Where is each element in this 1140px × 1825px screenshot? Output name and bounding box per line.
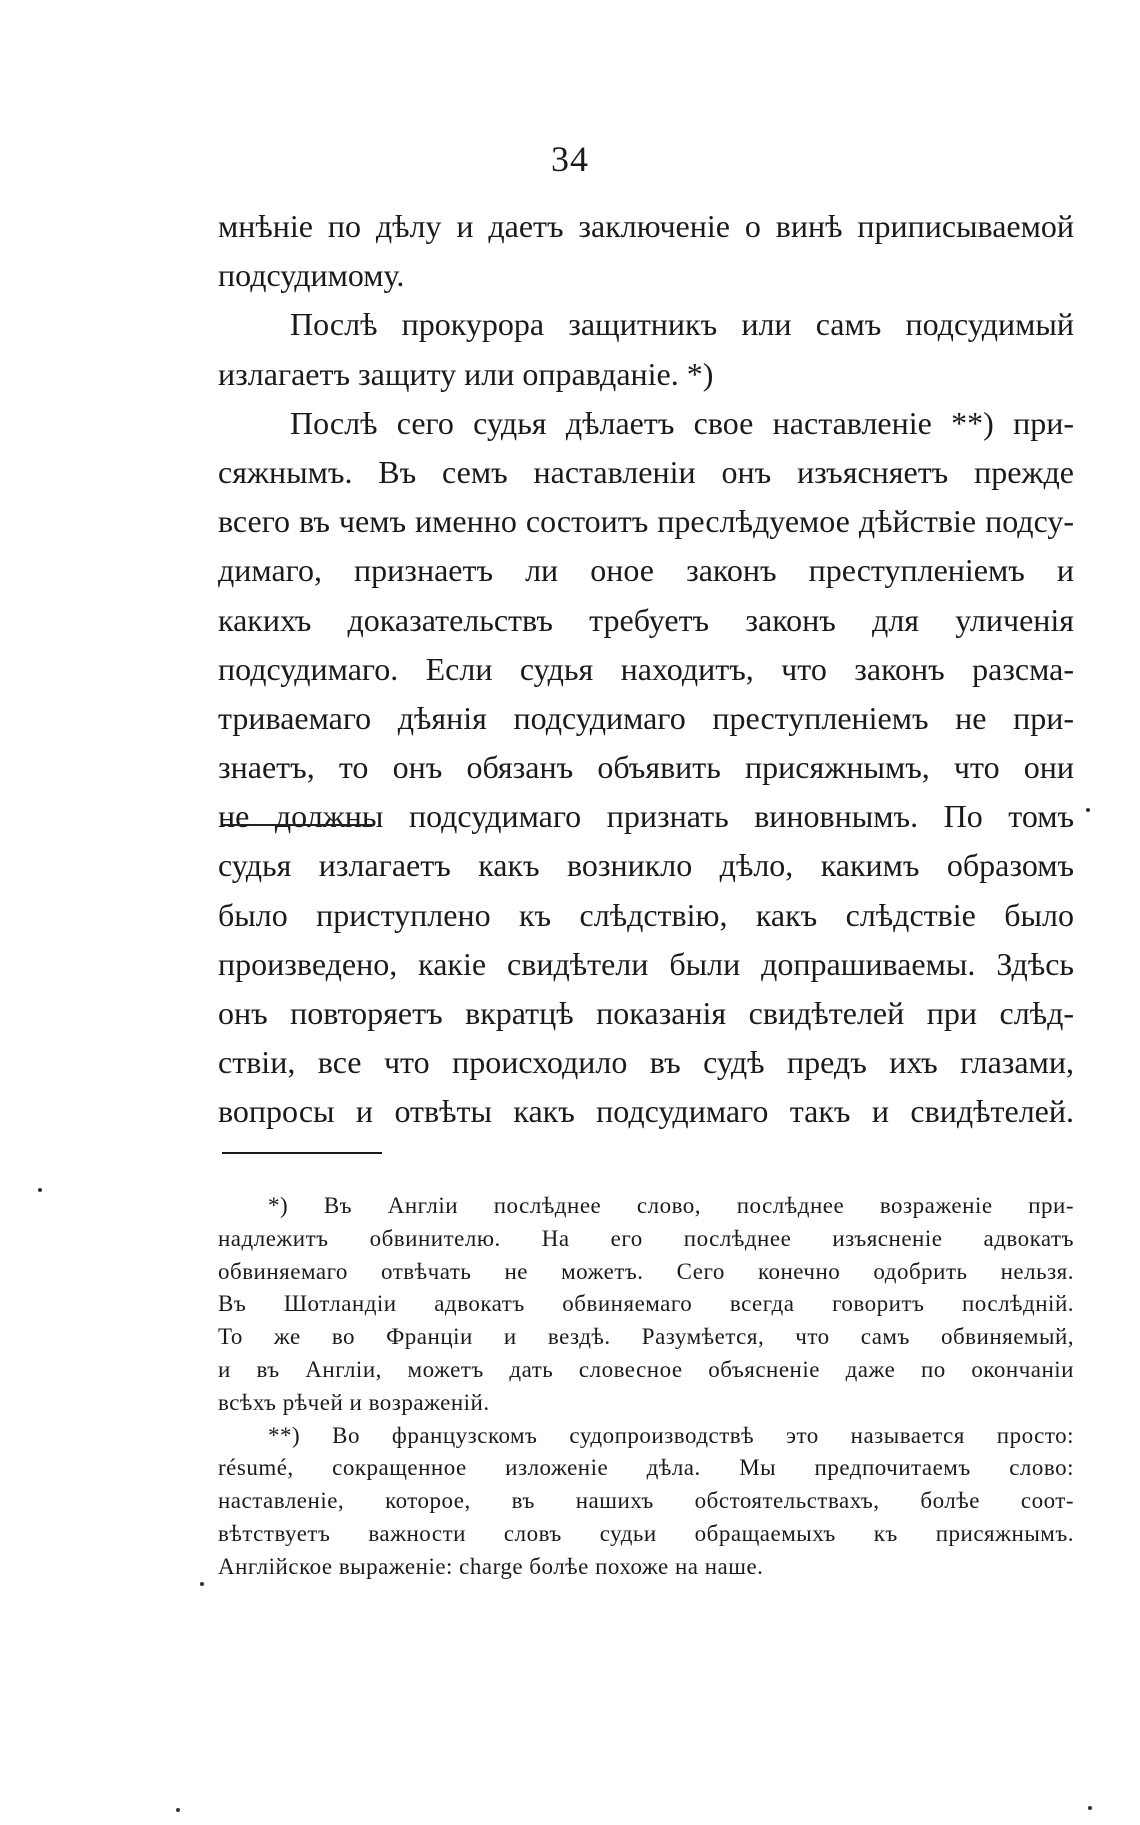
speck-mark [200, 1582, 204, 1586]
speck-mark [176, 1808, 180, 1812]
body-line: димаго, признаетъ ли оное законъ преступленіемъ и [218, 552, 1074, 589]
body-line: всего въ чемъ именно состоитъ преслѣдуемое дѣйствіе подсу- [218, 503, 1074, 540]
speck-mark [38, 1188, 42, 1192]
page-number: 34 [551, 139, 589, 179]
speck-mark [1088, 1806, 1092, 1810]
footnote-line: надлежитъ обвинителю. На его послѣднее изъясненіе адвокатъ [218, 1225, 1074, 1251]
footnote-line: Англійское выраженіе: charge болѣе похоже на наше. [218, 1553, 764, 1579]
body-line: судья излагаетъ какъ возникло дѣло, какимъ образомъ [218, 847, 1074, 884]
footnotes [218, 1190, 1074, 1584]
body-line: мнѣніе по дѣлу и даетъ заключеніе о винѣ приписываемой [218, 208, 1074, 244]
footnote-line: *) Въ Англіи послѣднее слово, послѣднее возраженіе при- [268, 1193, 1074, 1218]
main-text [218, 202, 1074, 1137]
footnote-line: и въ Англіи, можетъ дать словесное объясненіе даже по окончаніи [218, 1356, 1074, 1382]
footnote-line: наставленіе, которое, въ нашихъ обстоятельствахъ, болѣе соот- [218, 1488, 1074, 1514]
hand-underline-mark [222, 824, 372, 826]
body-line: Послѣ прокурора защитникъ или самъ подсудимый [290, 306, 1074, 343]
footnote-separator [222, 1152, 382, 1154]
body-line: сяжнымъ. Въ семъ наставленіи онъ изъясняетъ прежде [218, 453, 1074, 490]
body-line: ствіи, все что происходило въ судѣ предъ ихъ глазами, [218, 1044, 1074, 1081]
body-line: какихъ доказательствъ требуетъ законъ для уличенія [218, 601, 1074, 638]
speck-mark [1086, 808, 1090, 812]
body-line: не должны подсудимаго признать виновнымъ. По томъ [218, 798, 1074, 835]
body-line: подсудимому. [218, 257, 405, 294]
body-line: знаетъ, то онъ обязанъ объявить присяжнымъ, что они [218, 749, 1074, 786]
footnote-line: всѣхъ рѣчей и возраженій. [218, 1389, 490, 1415]
body-line: подсудимаго. Если судья находитъ, что законъ разсма- [218, 650, 1074, 687]
body-line: излагаетъ защиту или оправданіе. *) [218, 355, 714, 392]
footnote-line: Въ Шотландіи адвокатъ обвиняемаго всегда говоритъ послѣдній. [218, 1291, 1074, 1317]
body-line: произведено, какіе свидѣтели были допрашиваемы. Здѣсь [218, 945, 1074, 982]
body-line: Послѣ сего судья дѣлаетъ свое наставленіе **) при- [290, 404, 1074, 441]
body-line: онъ повторяетъ вкратцѣ показанія свидѣтелей при слѣд- [218, 995, 1074, 1031]
body-line: триваемаго дѣянія подсудимаго преступленіемъ не при- [218, 699, 1074, 736]
footnote-line: То же во Франціи и вездѣ. Разумѣется, что самъ обвиняемый, [218, 1324, 1074, 1350]
footnote-line: résumé, сокращенное изложеніе дѣла. Мы предпочитаемъ слово: [218, 1455, 1074, 1481]
footnote-line: **) Во французскомъ судопроизводствѣ это называется просто: [268, 1422, 1074, 1448]
footnote-line: вѣтствуетъ важности словъ судьи обращаемыхъ къ присяжнымъ. [218, 1520, 1074, 1546]
body-line: вопросы и отвѣты какъ подсудимаго такъ и свидѣтелей. [218, 1093, 1074, 1130]
body-line: было приступлено къ слѣдствію, какъ слѣдствіе было [218, 896, 1074, 933]
footnote-line: обвиняемаго отвѣчать не можетъ. Сего конечно одобрить нельзя. [218, 1258, 1074, 1284]
